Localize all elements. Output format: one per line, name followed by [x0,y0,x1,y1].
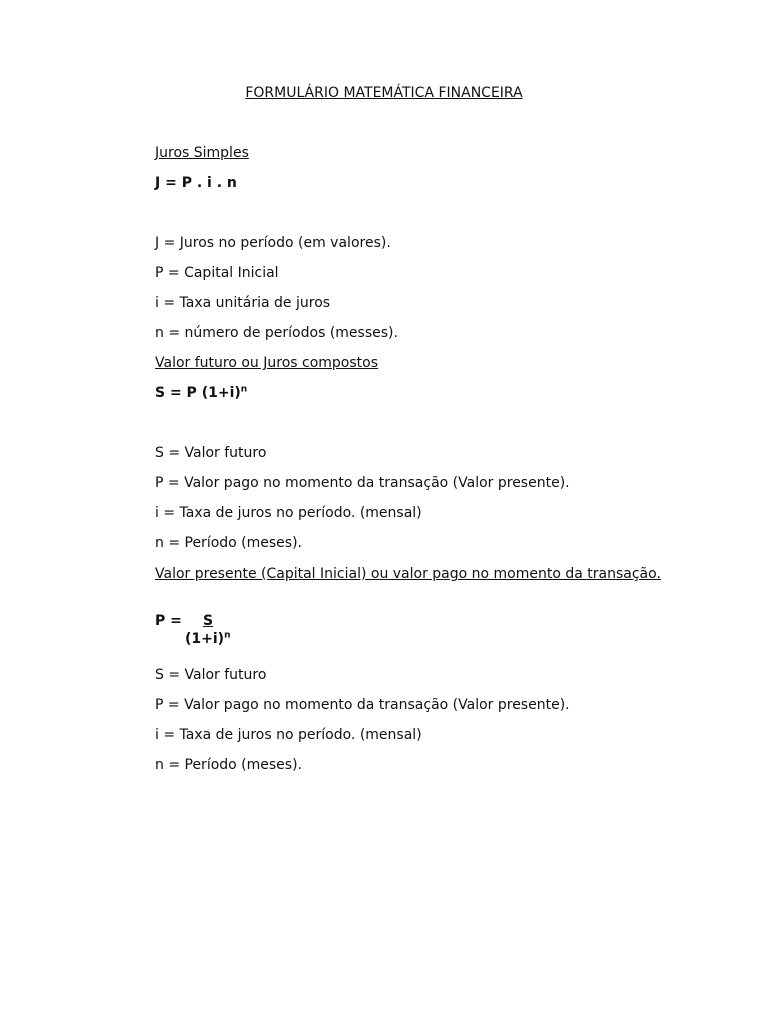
present-def-p: P = Valor pago no momento da transação (Valor presente). [155,697,570,713]
simple-def-j: J = Juros no período (em valores). [155,235,391,251]
simple-interest-formula: J = P . i . n [155,175,237,191]
present-formula-exponent: n [224,630,231,641]
compound-formula-base: S = P (1+i) [155,385,241,401]
simple-def-p: P = Capital Inicial [155,265,279,281]
document-title: FORMULÁRIO MATEMÁTICA FINANCEIRA [245,85,523,101]
present-formula-denominator [185,631,231,648]
present-formula-lhs: P = [155,613,182,629]
compound-def-p: P = Valor pago no momento da transação (Valor presente). [155,475,570,491]
simple-interest-heading: Juros Simples [155,145,249,161]
compound-def-i: i = Taxa de juros no período. (mensal) [155,505,422,521]
compound-formula-exponent: n [240,384,248,395]
present-def-i: i = Taxa de juros no período. (mensal) [155,727,422,743]
simple-def-i: i = Taxa unitária de juros [155,295,331,311]
simple-def-n: n = número de períodos (messes). [155,325,398,341]
compound-interest-formula [155,385,247,402]
compound-def-s: S = Valor futuro [155,445,267,461]
present-formula-numerator: S [203,613,214,629]
present-def-s: S = Valor futuro [155,667,267,683]
present-def-n: n = Período (meses). [155,757,302,773]
present-value-heading: Valor presente (Capital Inicial) ou valor pago no momento da transação. [155,566,661,582]
present-formula-denominator-base: (1+i) [185,631,225,647]
compound-def-n: n = Período (meses). [155,535,302,551]
compound-interest-heading: Valor futuro ou Juros compostos [155,355,379,371]
